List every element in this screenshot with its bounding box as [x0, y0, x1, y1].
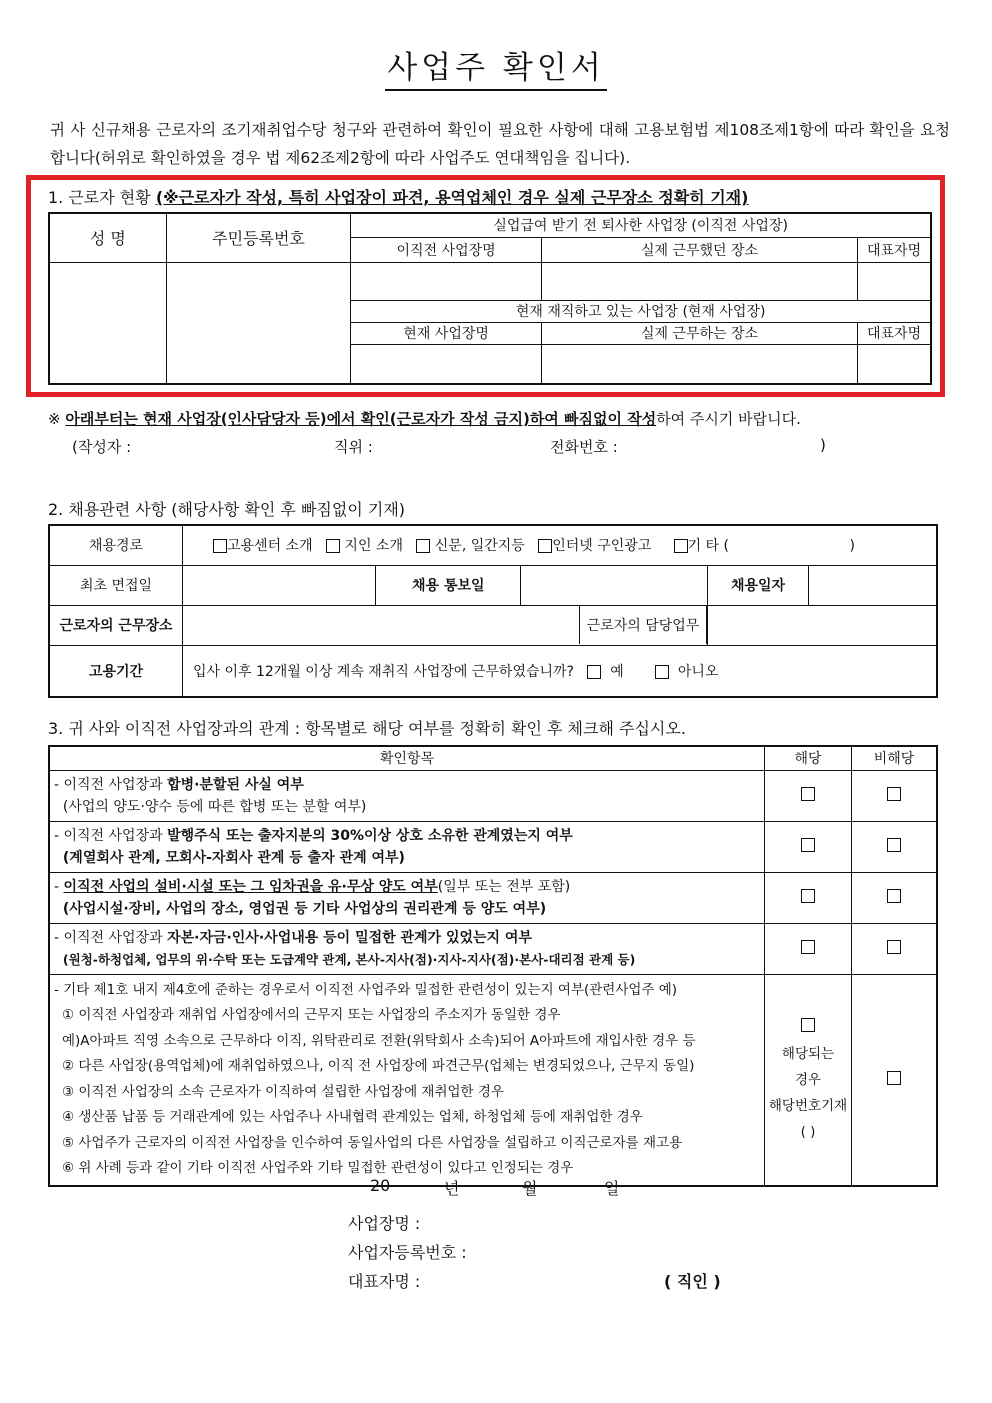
- hiring-table: [48, 524, 938, 698]
- col-name: 성 명: [49, 213, 166, 262]
- route-option-3[interactable]: 신문, 일간지등: [416, 538, 525, 554]
- name-field[interactable]: [49, 262, 166, 384]
- relation-item-3: - 이직전 사업의 설비·시설 또는 그 임차권을 유·무상 양도 여부(일부 또는 전부 포함) (사업시설·장비, 사업의 장소, 영업권 등 기타 사업상의 권리관계 등 양도 여부): [49, 872, 765, 923]
- year-prefix: 20: [370, 1176, 391, 1195]
- prev-name-col: 이직전 사업장명: [351, 237, 542, 262]
- position-label: 직위 :: [334, 438, 373, 456]
- date-line: [0, 1176, 992, 1198]
- applies-note: 해당되는: [781, 1045, 835, 1062]
- no-label: 아니오: [677, 663, 719, 680]
- curr-place-field[interactable]: [541, 344, 857, 384]
- duty-field[interactable]: [708, 605, 938, 645]
- item2-yes-checkbox[interactable]: [801, 838, 815, 852]
- relation-item-5: - 기타 제1호 내지 제4호에 준하는 경우로서 이직전 사업주와 밀접한 관련성이 있는지 여부(관련사업주 예) ① 이직전 사업장과 재취업 사업장에서의 근무지 또는 사업장의 주소지가 동일한 경우 예)A아파트 직영 소속으로 근무하다 이직, 위탁관리로 전환(위탁회사 소속)되어 A아파트에 재입사한 경우 등 ② 다른 사업장(용역업체)에 재취업하였으나, 이직 전 사업장에 파견근무(업체는 변경되었으나, 근무지 동일) ③ 이직전 사업장의 소속 근로자가 이직하여 설립한 사업장에 재취업한 경우 ④ 생산품 납품 등 거래관계에 있는 사업주나 사내협력 관계있는 업체, 하청업체 등에 재취업한 경우 ⑤ 사업주가 근로자의 이직전 사업장을 인수하여 동일사업의 다른 사업장을 설립하고 이직근로자를 재고용 ⑥ 위 사례 등과 같이 기타 이직전 사업주와 기타 밀접한 관련성이 있다고 인정되는 경우: [49, 974, 765, 1186]
- relation-item-1: - 이직전 사업장과 합병·분할된 사실 여부 (사업의 양도·양수 등에 따른 합병 또는 분할 여부): [49, 770, 765, 821]
- curr-place-col: 실제 근무하는 장소: [541, 322, 857, 344]
- year-unit: 년: [444, 1179, 460, 1198]
- writer-label: (작성자 :: [72, 438, 132, 456]
- col-no: 비해당: [852, 746, 938, 770]
- item5-yes-checkbox[interactable]: [801, 1018, 815, 1032]
- table-row: [49, 923, 937, 974]
- item4-yes-checkbox[interactable]: [801, 940, 815, 954]
- section1-heading: 1. 근로자 현황 (※근로자가 작성, 특히 사업장이 파견, 용역업체인 경우 실제 근무장소 정확히 기재): [48, 188, 749, 207]
- section1-note: (※근로자가 작성, 특히 사업장이 파견, 용역업체인 경우 실제 근무장소 정확히 기재): [155, 188, 749, 207]
- period-question: 입사 이후 12개월 이상 계속 재취직 사업장에 근무하였습니까?: [193, 663, 574, 680]
- yes-label: 예: [610, 663, 624, 680]
- route-options: [183, 525, 938, 565]
- duty-label: 근로자의 담당업무: [580, 606, 707, 644]
- biz-reg-label: 사업자등록번호 :: [348, 1243, 467, 1262]
- notice-date-field[interactable]: [521, 565, 708, 605]
- intro-text: 귀 사 신규채용 근로자의 조기재취업수당 청구와 관련하여 확인이 필요한 사항에 대해 고용보험법 제108조제1항에 따라 확인을 요청합니다(허위로 확인하였을 경우 법 제62조제2항에 따라 사업주도 연대책임을 집니다).: [50, 121, 950, 167]
- route-option-5[interactable]: 기 타 (: [674, 538, 729, 554]
- relation-item-2: - 이직전 사업장과 발행주식 또는 출자지분의 30%이상 상호 소유한 관계였는지 여부 (계열회사 관계, 모회사-자회사 관계 등 출자 관계 여부): [49, 821, 765, 872]
- table-row: - 기타 제1호 내지 제4호에 준하는 경우로서 이직전 사업주와 밀접한 관련성이 있는지 여부(관련사업주 예) ① 이직전 사업장과 재취업 사업장에서의 근무지 또는 사업장의 주소지가 동일한 경우 예)A아파트 직영 소속으로 근무하다 이직, 위탁관리로 전환(위탁회사 소속)되어 A아파트에 재입사한 경우 등 ② 다른 사업장(용역업체)에 재취업하였으나, 이직 전 사업장에 파견근무(업체는 변경되었으나, 근무지 동일) ③ 이직전 사업장의 소속 근로자가 이직하여 설립한 사업장에 재취업한 경우 ④ 생산품 납품 등 거래관계에 있는 사업주나 사내협력 관계있는 업체, 하청업체 등에 재취업한 경우 ⑤ 사업주가 근로자의 이직전 사업장을 인수하여 동일사업의 다른 사업장을 설립하고 이직근로자를 재고용 ⑥ 위 사례 등과 같이 기타 이직전 사업주와 기타 밀접한 관련성이 있다고 인정되는 경우 해당되는 경우 해당번호기재 ( ): [49, 974, 937, 1186]
- prev-workplace-group: 실업급여 받기 전 퇴사한 사업장 (이직전 사업장): [351, 213, 931, 237]
- biz-name-label: 사업장명 :: [348, 1214, 421, 1233]
- table-row: [49, 770, 937, 821]
- worker-status-table: [48, 212, 932, 385]
- route-label: 채용경로: [49, 525, 183, 565]
- item1-yes-checkbox[interactable]: [801, 787, 815, 801]
- workplace-label: 근로자의 근무장소: [49, 605, 183, 645]
- item3-no-checkbox[interactable]: [887, 889, 901, 903]
- route-option-2[interactable]: 지인 소개: [326, 538, 403, 554]
- notice-line: ※ 아래부터는 현재 사업장(인사담당자 등)에서 확인(근로자가 작성 금지)하여 빠짐없이 작성하여 주시기 바랍니다.: [48, 410, 801, 428]
- route-close: ): [849, 538, 855, 555]
- section2-heading: 2. 채용관련 사항 (해당사항 확인 후 빠짐없이 기재): [48, 500, 406, 519]
- interview-label: 최초 면접일: [49, 565, 183, 605]
- prev-name-field[interactable]: [351, 262, 542, 300]
- period-row: [183, 645, 938, 697]
- relation-table: [48, 745, 938, 1187]
- item1-no-checkbox[interactable]: [887, 787, 901, 801]
- period-label: 고용기간: [49, 645, 183, 697]
- item2-no-checkbox[interactable]: [887, 838, 901, 852]
- interview-field[interactable]: [183, 565, 376, 605]
- no-checkbox[interactable]: [655, 665, 669, 679]
- table-row: [49, 872, 937, 923]
- hire-date-label: 채용일자: [708, 565, 809, 605]
- item5-no-checkbox[interactable]: [887, 1071, 901, 1085]
- phone-label: 전화번호 :: [550, 438, 618, 456]
- col-item: 확인항목: [49, 746, 765, 770]
- rep-name-label: 대표자명 :: [348, 1272, 421, 1291]
- table-row: [49, 821, 937, 872]
- curr-rep-col: 대표자명: [858, 322, 931, 344]
- workplace-field[interactable]: [183, 606, 580, 644]
- day-unit: 일: [604, 1179, 620, 1198]
- item3-yes-checkbox[interactable]: [801, 889, 815, 903]
- id-field[interactable]: [166, 262, 351, 384]
- hire-date-field[interactable]: [809, 565, 938, 605]
- relation-item-4: - 이직전 사업장과 자본·자금·인사·사업내용 등이 밀접한 관계가 있었는지 여부 (원청-하청업체, 업무의 위·수탁 또는 도급계약 관계, 본사-지사(점)·지사-지사(점)·본사-대리점 관계 등): [49, 923, 765, 974]
- col-yes: 해당: [765, 746, 852, 770]
- writer-close: ): [820, 436, 826, 454]
- prev-rep-field[interactable]: [858, 262, 931, 300]
- prev-place-field[interactable]: [541, 262, 857, 300]
- curr-workplace-group: 현재 재직하고 있는 사업장 (현재 사업장): [351, 300, 931, 322]
- col-id: 주민등록번호: [166, 213, 351, 262]
- curr-name-col: 현재 사업장명: [351, 322, 542, 344]
- prev-place-col: 실제 근무했던 장소: [541, 237, 857, 262]
- seal-mark: ( 직인 ): [664, 1272, 721, 1291]
- curr-name-field[interactable]: [351, 344, 542, 384]
- curr-rep-field[interactable]: [858, 344, 931, 384]
- item4-no-checkbox[interactable]: [887, 940, 901, 954]
- section3-heading: 3. 귀 사와 이직전 사업장과의 관계 : 항목별로 해당 여부를 정확히 확인 후 체크해 주십시오.: [48, 719, 686, 738]
- yes-checkbox[interactable]: [587, 665, 601, 679]
- document-title: 사업주 확인서: [0, 42, 992, 87]
- month-unit: 월: [522, 1179, 538, 1198]
- route-option-4[interactable]: 인터넷 구인광고: [538, 538, 651, 554]
- notice-date-label: 채용 통보일: [376, 565, 521, 605]
- route-option-1[interactable]: 고용센터 소개: [213, 538, 313, 554]
- applies-number-field[interactable]: ( ): [800, 1123, 816, 1140]
- prev-rep-col: 대표자명: [858, 237, 931, 262]
- writer-line: [72, 436, 852, 456]
